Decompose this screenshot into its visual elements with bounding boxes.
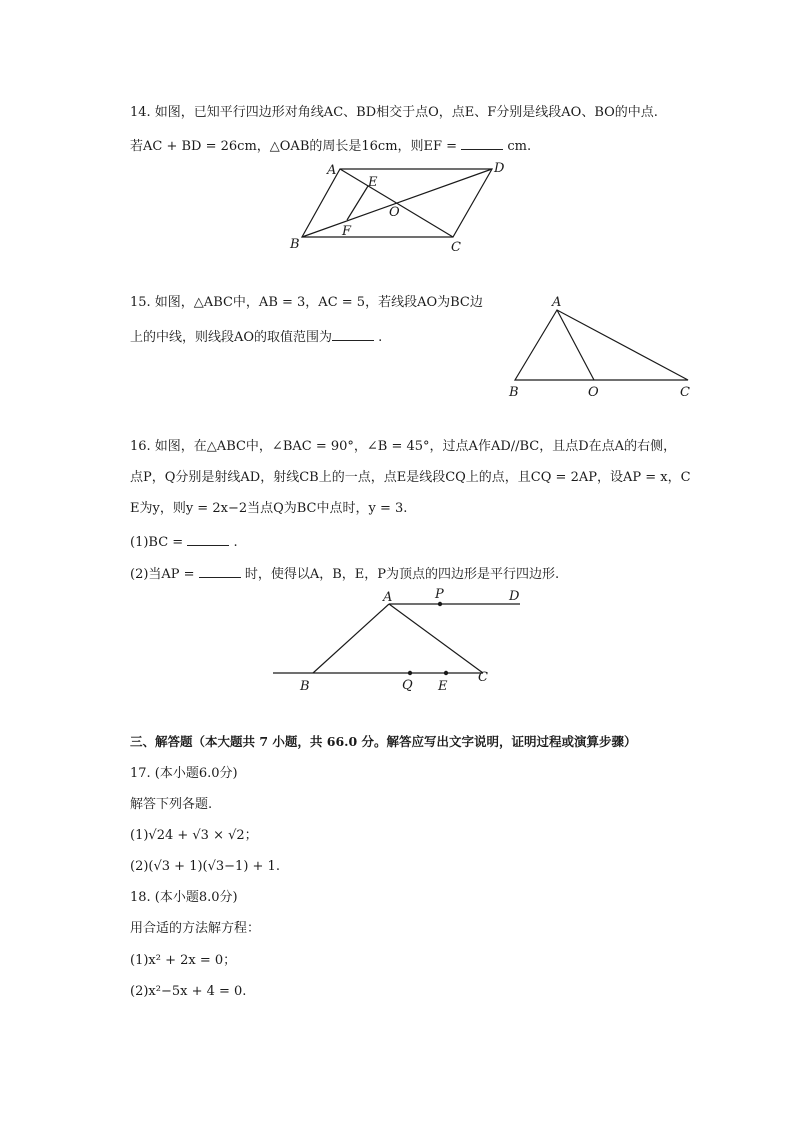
q14-label-o: O	[389, 205, 400, 220]
q14-label-a: A	[327, 163, 337, 178]
q16-label-c: C	[478, 670, 488, 685]
q15-label-b: B	[509, 385, 519, 400]
q16-line2: 点P，Q分别是射线AD，射线CB上的一点，点E是线段CQ上的点，且CQ = 2AP，设AP = x，C	[130, 470, 691, 485]
q18-prompt: 用合适的方法解方程：	[130, 921, 261, 936]
q14-label-b: B	[290, 237, 300, 252]
q16-sub1-pre: (1)BC =	[130, 535, 188, 550]
q15-label-o: O	[588, 385, 599, 400]
q16-label-a: A	[383, 590, 393, 605]
q14-line2-pre: 若AC + BD = 26cm，△OAB的周长是16cm，则EF =	[130, 139, 462, 154]
q17-sub2: (2)(√3 + 1)(√3−1) + 1.	[130, 859, 280, 874]
q15-line2-post: .	[374, 330, 383, 345]
q16-sub2-pre: (2)当AP =	[130, 567, 199, 582]
q17-title: 17. (本小题6.0分)	[130, 766, 238, 781]
q15-label-a: A	[552, 295, 562, 310]
q14-label-c: C	[451, 240, 461, 255]
q16-label-q: Q	[402, 678, 413, 693]
q16-sub1-post: .	[229, 535, 238, 550]
q18-title: 18. (本小题8.0分)	[130, 890, 238, 905]
q16-point-e	[444, 671, 448, 675]
q16-line3: E为y，则y = 2x−2当点Q为BC中点时，y = 3.	[130, 501, 408, 516]
q16-point-p	[438, 602, 442, 606]
q15-line1: 15. 如图，△ABC中，AB = 3，AC = 5，若线段AO为BC边	[130, 295, 483, 310]
q16-point-q	[408, 671, 412, 675]
q16-line1: 16. 如图，在△ABC中，∠BAC = 90°，∠B = 45°，过点A作AD//BC，且点D在点A的右侧，	[130, 439, 677, 454]
q16-label-e: E	[438, 679, 448, 694]
q16-label-p: P	[435, 587, 444, 602]
q17-prompt: 解答下列各题.	[130, 797, 213, 812]
q14-line2-post: cm.	[503, 139, 532, 154]
q16-segment-ac	[389, 604, 483, 673]
q16-segment-ab	[313, 604, 389, 673]
q16-sub2-post: 时，使得以A，B，E，P为顶点的四边形是平行四边形.	[240, 567, 560, 582]
q16-label-d: D	[509, 589, 520, 604]
q14-label-f: F	[342, 224, 352, 239]
section3-heading: 三、解答题（本大题共 7 小题，共 66.0 分。解答应写出文字说明，证明过程或演算步骤）	[130, 734, 637, 749]
q18-sub1: (1)x² + 2x = 0；	[130, 953, 237, 968]
q14-label-d: D	[494, 161, 505, 176]
q15-label-c: C	[680, 385, 690, 400]
q18-sub2: (2)x²−5x + 4 = 0.	[130, 984, 247, 999]
q17-sub1: (1)√24 + √3 × √2；	[130, 828, 258, 843]
q16-label-b: B	[300, 679, 310, 694]
q14-line1: 14. 如图，已知平行四边形对角线AC、BD相交于点O，点E、F分别是线段AO、BO的中点.	[130, 105, 658, 120]
q14-label-e: E	[368, 175, 378, 190]
q15-line2-pre: 上的中线，则线段AO的取值范围为	[130, 330, 333, 345]
